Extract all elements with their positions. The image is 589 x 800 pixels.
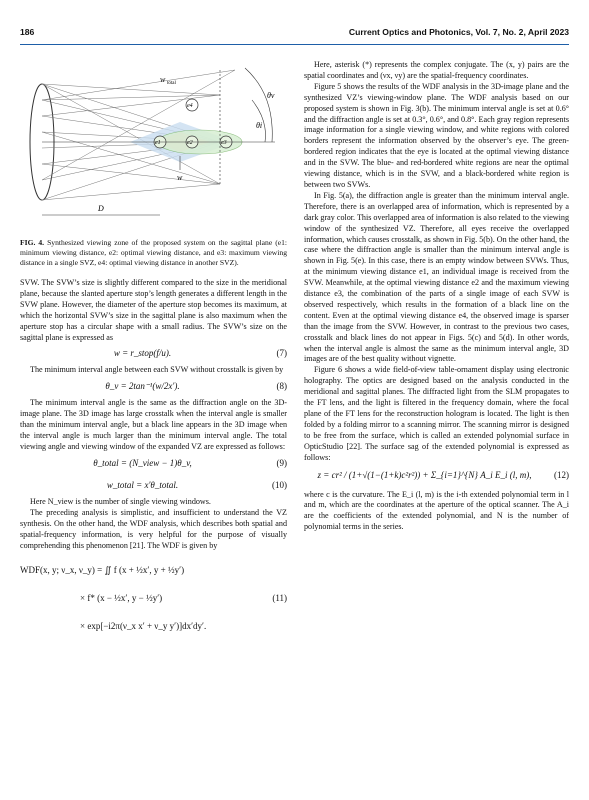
label-w-total-sub: total — [167, 81, 176, 86]
label-theta-i: θi — [256, 121, 263, 130]
label-D: D — [98, 204, 104, 213]
running-header — [0, 27, 589, 43]
paragraph: SVW. The SVW’s size is slightly different compared to the size in the meridional plane, because the slanted aperture stop’s length generates a different length in the SVW plane. However, the diameter of the aperture stop becomes its maximum, at which the horizontal SVW’s size in the sagittal plane is also maximum when the aperture stop has a circular shape with a small radius. The SVW’s size on the sagittal plane is expressed as — [20, 278, 287, 342]
figure-caption — [20, 238, 287, 268]
equation-12 — [304, 464, 569, 490]
equation-body: θ_total = (N_view − 1)θ_v, — [93, 457, 192, 468]
equation-7 — [20, 343, 287, 365]
figure-4 — [20, 60, 287, 228]
equation-number: (8) — [276, 381, 287, 392]
header-rule — [20, 44, 569, 45]
paragraph: The minimum interval angle between each SVW without crosstalk is given by — [30, 365, 284, 375]
label-e3: e3 — [221, 140, 227, 146]
equation-number: (10) — [272, 479, 287, 490]
viewing-zone-diagram — [20, 60, 287, 228]
paragraph: Figure 6 shows a wide field-of-view table-ornament display using electronic holography. The optics are designed based on the analysis conducted in the meridional and sagittal planes. The diffracted light from the SLM propagates to the FT lens, and the light is filtered in the frequency domain, where the focal plane of the FT lens for the reconstruction hologram is located. The light is then folded by a folding mirror to a scanning mirror. The scanning mirror is designed to be free from the surface, which is called an extended polynomial surface in OpticStudio [22]. The surface sag of the extended polynomial is expressed as follows: — [304, 365, 569, 462]
label-theta-total: θv — [267, 91, 275, 100]
label-e2: e2 — [187, 140, 193, 146]
paragraph: Figure 5 shows the results of the WDF analysis in the 3D-image plane and the synthesized VZ’s viewing-window plane. The WDF analysis based on our proposed system is shown in Fig. 3(b). The minimum interval angle is set at 0.6° and the diffraction angle is set at 0.3°, 0.6°, and 0.8°. Each gray region represents image information for a single viewing window, and white regions with colored borders represent the information observed by the observer’s eye. The green-bordered region indicates that the eye is located at the optimal viewing distance and in the SVW. The blue- and red-bordered white regions are near the optimal viewing distance, which is in the SVW, and a black-bordered white region is between two SVWs. — [304, 81, 569, 189]
paragraph: The preceding analysis is simplistic, and insufficient to understand the VZ synthesis. On the other hand, the WDF analysis, which describes both spatial and spatial-frequency information, is very helpful for the purpose of visually comprehending this phenomenon [21]. The WDF is given by — [20, 507, 287, 550]
equation-body: θ_v = 2tan⁻¹(w/2x′). — [105, 381, 180, 392]
label-e1: e1 — [155, 140, 161, 146]
equation-number: (11) — [272, 593, 287, 604]
equation-number: (7) — [276, 348, 287, 359]
paragraph: Here, asterisk (*) represents the complex conjugate. The (x, y) pairs are the spatial coordinates and (νx, νy) are the spatial-frequency coordinates. — [304, 60, 569, 80]
equation-line: WDF(x, y; ν_x, ν_y) = ∬ f (x + ½x′, y + ½y′) — [20, 565, 185, 576]
equation-line: × f* (x − ½x′, y − ½y′) — [80, 593, 163, 604]
equation-11 — [20, 551, 287, 643]
paragraph: The minimum interval angle is the same as the diffraction angle on the 3D-image plane. The 3D image has large crosstalk when the interval angle is smaller than the minimum interval angle, but a black line appears in the 3D image when the interval angle is much larger than the minimum interval angle. The total viewing angle and viewing window of the expanded VZ are expressed as follows: — [20, 398, 287, 451]
equation-number: (9) — [276, 457, 287, 468]
paragraph: where c is the curvature. The E_i (l, m) is the i-th extended polynomial term in l and m, which are the coordinates at the aperture of the optical scanner. The A_i are the coefficients of the extended polynomial, and N is the number of polynomial terms in the series. — [304, 489, 569, 532]
equation-line: × exp[−i2π(ν_x x′ + ν_y y′)]dx′dy′. — [80, 621, 207, 632]
equation-8 — [20, 376, 287, 398]
theta-total-arc — [245, 68, 272, 142]
label-w-total: w — [160, 75, 166, 84]
caption-label: FIG. 4. — [20, 238, 45, 247]
journal-title: Current Optics and Photonics, Vol. 7, No. 2, April 2023 — [348, 27, 569, 37]
paragraph: In Fig. 5(a), the diffraction angle is greater than the minimum interval angle. Therefore, there is an overlapped area of information, which is represented by a dark gray color. This overlapped area of information is also related to the viewing window of the synthesized VZ. Therefore, all eyes receive the overlapped information, which causes crosstalk, as shown in Fig. 5(b). On the other hand, the case where the diffraction angle is smaller than the minimum interval angle is shown in Fig. 5(e). In this case, there is an empty window between SVWs. Thus, at the minimum viewing distance e1, an individual image is received from the SVW. Meanwhile, at the optimal viewing distance e2 and the maximum viewing distance e3, the combination of the parts of a single image of each SVW is observed respectively, which results in the formation of a black line on the content. Even at the optimal viewing distance e4, the observed image is sparser than the image from the SVW. However, in contrast to the previous two cases, crosstalk and black lines do not appear in Figs. 5(c) and 5(d). In other words, when the interval angle is almost the same as the minimum interval angle, 3D images are of the best quality without vignette. — [304, 190, 569, 364]
right-column — [304, 60, 569, 533]
page-number: 186 — [20, 27, 35, 37]
equation-body: w_total = x′θ_total. — [106, 479, 179, 490]
left-column — [20, 60, 287, 643]
equation-body: w = r_stop(f/u). — [113, 348, 172, 359]
paragraph: Here N_view is the number of single viewing windows. — [30, 496, 211, 506]
caption-text: Synthesized viewing zone of the proposed system on the sagittal plane (e1: minimum viewing distance, e2: optimal viewing distance, and e3: maximum viewing distance in a single SVZ, e4: optimal viewing distance in another SVZ). — [20, 238, 287, 267]
equation-body: z = cr² / (1+√(1−(1+k)c²r²)) + Σ_{i=1}^{N} A_i E_i (l, m), — [317, 469, 532, 480]
equation-number: (12) — [554, 469, 569, 480]
equation-10 — [20, 475, 287, 497]
label-w: w — [177, 173, 183, 182]
equation-9 — [20, 453, 287, 475]
left-body — [20, 278, 287, 643]
label-e4: e4 — [187, 103, 193, 109]
